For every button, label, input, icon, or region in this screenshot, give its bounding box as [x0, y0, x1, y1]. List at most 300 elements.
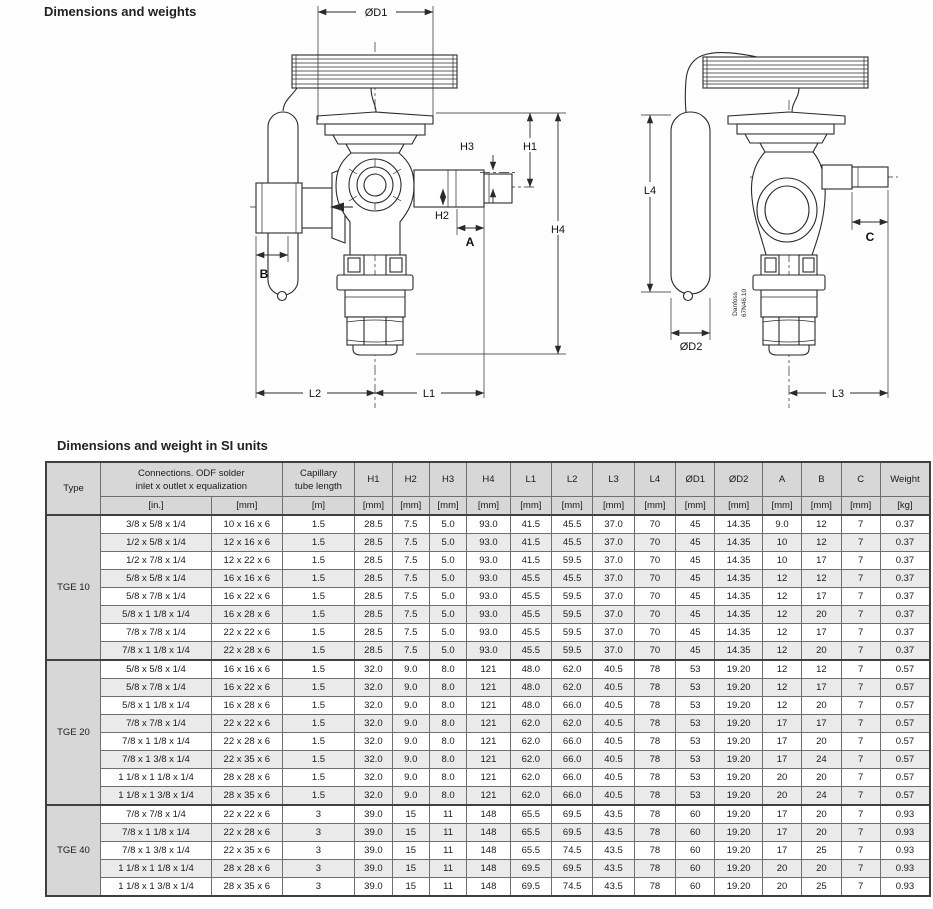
value-cell: 20	[802, 642, 841, 661]
value-cell: 24	[802, 751, 841, 769]
value-cell: 11	[429, 878, 466, 897]
value-cell: 11	[429, 860, 466, 878]
dim-header: ØD2	[715, 462, 762, 497]
value-cell: 45.5	[510, 624, 551, 642]
dim-header: B	[802, 462, 841, 497]
value-cell: 53	[676, 787, 715, 806]
value-cell: 40.5	[593, 679, 634, 697]
connection-mm-cell: 16 x 28 x 6	[211, 606, 282, 624]
value-cell: 7.5	[392, 606, 429, 624]
table-row	[46, 588, 930, 606]
value-cell: 19.20	[715, 769, 762, 787]
unit-header: [mm]	[211, 497, 282, 516]
value-cell: 7	[841, 805, 880, 824]
value-cell: 32.0	[355, 660, 392, 679]
value-cell: 7	[841, 824, 880, 842]
connection-in-cell: 5/8 x 1 1/8 x 1/4	[100, 606, 211, 624]
value-cell: 70	[634, 588, 675, 606]
value-cell: 19.20	[715, 697, 762, 715]
power-element-side	[728, 112, 845, 152]
value-cell: 37.0	[593, 642, 634, 661]
value-cell: 39.0	[355, 824, 392, 842]
value-cell: 39.0	[355, 842, 392, 860]
value-cell: 0.37	[880, 570, 930, 588]
value-cell: 69.5	[552, 824, 593, 842]
value-cell: 69.5	[552, 805, 593, 824]
value-cell: 59.5	[552, 588, 593, 606]
value-cell: 93.0	[467, 515, 510, 534]
value-cell: 0.93	[880, 860, 930, 878]
dim-header: L1	[510, 462, 551, 497]
unit-header: [mm]	[593, 497, 634, 516]
value-cell: 8.0	[429, 715, 466, 733]
value-cell: 45.5	[552, 570, 593, 588]
value-cell: 65.5	[510, 824, 551, 842]
value-cell: 17	[802, 624, 841, 642]
dimension-label-l3: L3	[831, 388, 845, 400]
value-cell: 19.20	[715, 715, 762, 733]
value-cell: 0.37	[880, 534, 930, 552]
value-cell: 65.5	[510, 842, 551, 860]
value-cell: 53	[676, 733, 715, 751]
value-cell: 48.0	[510, 660, 551, 679]
value-cell: 69.5	[510, 878, 551, 897]
value-cell: 12	[802, 515, 841, 534]
table-row	[46, 860, 930, 878]
connections-header-line1: Connections. ODF solder	[137, 467, 245, 479]
value-cell: 7	[841, 860, 880, 878]
capillary-cell: 1.5	[282, 570, 355, 588]
value-cell: 9.0	[392, 697, 429, 715]
value-cell: 20	[802, 860, 841, 878]
value-cell: 78	[634, 769, 675, 787]
connection-mm-cell: 12 x 16 x 6	[211, 534, 282, 552]
capillary-header	[282, 462, 355, 497]
valve-side-drawing	[638, 53, 898, 408]
capillary-header-line1: Capillary	[299, 467, 337, 479]
table-row	[46, 715, 930, 733]
dim-header: C	[841, 462, 880, 497]
unit-header: [mm]	[510, 497, 551, 516]
value-cell: 66.0	[552, 751, 593, 769]
value-cell: 148	[467, 824, 510, 842]
value-cell: 19.20	[715, 679, 762, 697]
outlet-connection	[414, 170, 512, 207]
type-header: Type	[46, 462, 100, 515]
value-cell: 9.0	[392, 715, 429, 733]
table-row	[46, 534, 930, 552]
value-cell: 12	[762, 679, 801, 697]
value-cell: 45.5	[510, 570, 551, 588]
value-cell: 7.5	[392, 624, 429, 642]
value-cell: 7	[841, 878, 880, 897]
value-cell: 37.0	[593, 570, 634, 588]
value-cell: 121	[467, 660, 510, 679]
connection-mm-cell: 16 x 28 x 6	[211, 697, 282, 715]
value-cell: 40.5	[593, 697, 634, 715]
value-cell: 41.5	[510, 515, 551, 534]
connection-in-cell: 7/8 x 1 1/8 x 1/4	[100, 824, 211, 842]
value-cell: 45	[676, 534, 715, 552]
value-cell: 0.57	[880, 697, 930, 715]
value-cell: 53	[676, 715, 715, 733]
value-cell: 7	[841, 552, 880, 570]
value-cell: 10	[762, 534, 801, 552]
table-row	[46, 697, 930, 715]
value-cell: 148	[467, 860, 510, 878]
unit-header: [in.]	[100, 497, 211, 516]
table-row	[46, 660, 930, 679]
dimension-label-a: A	[465, 235, 475, 249]
value-cell: 59.5	[552, 552, 593, 570]
value-cell: 7	[841, 588, 880, 606]
connections-header	[100, 462, 282, 497]
value-cell: 121	[467, 697, 510, 715]
value-cell: 5.0	[429, 606, 466, 624]
capillary-cell: 1.5	[282, 588, 355, 606]
value-cell: 78	[634, 697, 675, 715]
connection-mm-cell: 22 x 35 x 6	[211, 751, 282, 769]
value-cell: 62.0	[510, 769, 551, 787]
value-cell: 41.5	[510, 534, 551, 552]
unit-header: [mm]	[676, 497, 715, 516]
value-cell: 0.37	[880, 552, 930, 570]
value-cell: 45	[676, 588, 715, 606]
value-cell: 28.5	[355, 515, 392, 534]
value-cell: 20	[802, 733, 841, 751]
connection-in-cell: 1 1/8 x 1 1/8 x 1/4	[100, 769, 211, 787]
value-cell: 7	[841, 624, 880, 642]
capillary-cell: 1.5	[282, 715, 355, 733]
capillary-cell: 1.5	[282, 624, 355, 642]
value-cell: 15	[392, 805, 429, 824]
value-cell: 14.35	[715, 552, 762, 570]
value-cell: 74.5	[552, 842, 593, 860]
valve-front-drawing	[250, 4, 572, 408]
connection-mm-cell: 28 x 35 x 6	[211, 878, 282, 897]
value-cell: 78	[634, 660, 675, 679]
value-cell: 17	[762, 733, 801, 751]
value-cell: 11	[429, 842, 466, 860]
value-cell: 65.5	[510, 805, 551, 824]
value-cell: 8.0	[429, 733, 466, 751]
value-cell: 43.5	[593, 842, 634, 860]
value-cell: 78	[634, 715, 675, 733]
value-cell: 19.20	[715, 660, 762, 679]
value-cell: 32.0	[355, 697, 392, 715]
connection-mm-cell: 10 x 16 x 6	[211, 515, 282, 534]
table-row	[46, 878, 930, 897]
value-cell: 20	[762, 787, 801, 806]
value-cell: 45	[676, 570, 715, 588]
connection-mm-cell: 12 x 22 x 6	[211, 552, 282, 570]
value-cell: 11	[429, 824, 466, 842]
value-cell: 25	[802, 842, 841, 860]
connection-in-cell: 3/8 x 5/8 x 1/4	[100, 515, 211, 534]
value-cell: 45.5	[510, 642, 551, 661]
value-cell: 7	[841, 679, 880, 697]
capillary-cell: 1.5	[282, 660, 355, 679]
capillary-cell: 1.5	[282, 642, 355, 661]
value-cell: 12	[802, 570, 841, 588]
value-cell: 7	[841, 697, 880, 715]
value-cell: 45	[676, 515, 715, 534]
value-cell: 37.0	[593, 588, 634, 606]
value-cell: 70	[634, 642, 675, 661]
value-cell: 70	[634, 570, 675, 588]
type-cell: TGE 10	[46, 515, 100, 660]
value-cell: 20	[762, 860, 801, 878]
value-cell: 15	[392, 824, 429, 842]
page-title: Dimensions and weights	[44, 4, 197, 19]
value-cell: 9.0	[392, 733, 429, 751]
value-cell: 7	[841, 787, 880, 806]
dimension-label-l4: L4	[643, 185, 657, 197]
value-cell: 45	[676, 606, 715, 624]
value-cell: 20	[802, 805, 841, 824]
value-cell: 62.0	[552, 660, 593, 679]
value-cell: 70	[634, 552, 675, 570]
value-cell: 148	[467, 842, 510, 860]
dim-header: H1	[355, 462, 392, 497]
value-cell: 8.0	[429, 679, 466, 697]
dim-header: L3	[593, 462, 634, 497]
value-cell: 9.0	[392, 660, 429, 679]
value-cell: 37.0	[593, 606, 634, 624]
value-cell: 0.57	[880, 660, 930, 679]
dim-header: H3	[429, 462, 466, 497]
value-cell: 7.5	[392, 534, 429, 552]
value-cell: 17	[762, 805, 801, 824]
capillary-cell: 1.5	[282, 679, 355, 697]
value-cell: 15	[392, 842, 429, 860]
value-cell: 0.37	[880, 642, 930, 661]
value-cell: 7	[841, 570, 880, 588]
valve-drawings	[0, 0, 933, 440]
dimension-label-l2: L2	[308, 388, 322, 400]
connection-in-cell: 1/2 x 7/8 x 1/4	[100, 552, 211, 570]
connection-in-cell: 5/8 x 1 1/8 x 1/4	[100, 697, 211, 715]
value-cell: 39.0	[355, 860, 392, 878]
value-cell: 93.0	[467, 552, 510, 570]
value-cell: 78	[634, 805, 675, 824]
table-row	[46, 606, 930, 624]
value-cell: 53	[676, 679, 715, 697]
value-cell: 0.57	[880, 679, 930, 697]
unit-header: [mm]	[634, 497, 675, 516]
capillary-cell: 1.5	[282, 515, 355, 534]
value-cell: 70	[634, 606, 675, 624]
dimension-label-h4: H4	[550, 224, 566, 236]
value-cell: 69.5	[510, 860, 551, 878]
connection-in-cell: 7/8 x 1 1/8 x 1/4	[100, 642, 211, 661]
dim-header: L4	[634, 462, 675, 497]
value-cell: 7	[841, 515, 880, 534]
value-cell: 7	[841, 534, 880, 552]
value-cell: 41.5	[510, 552, 551, 570]
value-cell: 28.5	[355, 552, 392, 570]
si-units-title: Dimensions and weight in SI units	[57, 438, 268, 453]
value-cell: 28.5	[355, 642, 392, 661]
capillary-cell: 1.5	[282, 769, 355, 787]
value-cell: 40.5	[593, 715, 634, 733]
capillary-coil-front	[292, 55, 457, 88]
value-cell: 40.5	[593, 733, 634, 751]
value-cell: 121	[467, 787, 510, 806]
value-cell: 43.5	[593, 860, 634, 878]
value-cell: 19.20	[715, 878, 762, 897]
value-cell: 39.0	[355, 878, 392, 897]
weight-header: Weight	[880, 462, 930, 497]
value-cell: 20	[762, 769, 801, 787]
value-cell: 45	[676, 642, 715, 661]
value-cell: 0.57	[880, 715, 930, 733]
value-cell: 62.0	[510, 733, 551, 751]
value-cell: 40.5	[593, 769, 634, 787]
connection-in-cell: 7/8 x 7/8 x 1/4	[100, 805, 211, 824]
value-cell: 93.0	[467, 588, 510, 606]
value-cell: 19.20	[715, 787, 762, 806]
unit-header: [mm]	[392, 497, 429, 516]
value-cell: 8.0	[429, 697, 466, 715]
value-cell: 9.0	[392, 787, 429, 806]
value-cell: 19.20	[715, 824, 762, 842]
value-cell: 9.0	[392, 769, 429, 787]
value-cell: 8.0	[429, 787, 466, 806]
value-cell: 17	[762, 751, 801, 769]
connection-in-cell: 5/8 x 7/8 x 1/4	[100, 588, 211, 606]
value-cell: 17	[802, 715, 841, 733]
value-cell: 11	[429, 805, 466, 824]
value-cell: 15	[392, 878, 429, 897]
value-cell: 0.93	[880, 805, 930, 824]
connection-in-cell: 1 1/8 x 1 3/8 x 1/4	[100, 787, 211, 806]
value-cell: 7.5	[392, 570, 429, 588]
value-cell: 20	[802, 769, 841, 787]
value-cell: 5.0	[429, 534, 466, 552]
value-cell: 10	[762, 552, 801, 570]
connection-mm-cell: 28 x 35 x 6	[211, 787, 282, 806]
connection-mm-cell: 16 x 22 x 6	[211, 679, 282, 697]
value-cell: 12	[802, 534, 841, 552]
unit-header: [mm]	[802, 497, 841, 516]
table-row	[46, 570, 930, 588]
capillary-cell: 1.5	[282, 751, 355, 769]
dimension-label-h1: H1	[522, 141, 538, 153]
value-cell: 78	[634, 878, 675, 897]
capillary-cell: 3	[282, 860, 355, 878]
value-cell: 0.57	[880, 751, 930, 769]
value-cell: 37.0	[593, 624, 634, 642]
value-cell: 7.5	[392, 588, 429, 606]
value-cell: 121	[467, 769, 510, 787]
value-cell: 40.5	[593, 751, 634, 769]
table-row	[46, 733, 930, 751]
table-header-row	[46, 462, 930, 497]
value-cell: 148	[467, 878, 510, 897]
value-cell: 78	[634, 679, 675, 697]
value-cell: 0.37	[880, 606, 930, 624]
value-cell: 40.5	[593, 787, 634, 806]
value-cell: 45.5	[552, 534, 593, 552]
value-cell: 14.35	[715, 570, 762, 588]
value-cell: 53	[676, 769, 715, 787]
value-cell: 14.35	[715, 624, 762, 642]
dim-header: H2	[392, 462, 429, 497]
value-cell: 78	[634, 751, 675, 769]
value-cell: 66.0	[552, 769, 593, 787]
value-cell: 7	[841, 715, 880, 733]
value-cell: 60	[676, 805, 715, 824]
value-cell: 8.0	[429, 769, 466, 787]
value-cell: 0.37	[880, 624, 930, 642]
unit-header: [m]	[282, 497, 355, 516]
value-cell: 7	[841, 842, 880, 860]
value-cell: 9.0	[392, 751, 429, 769]
value-cell: 14.35	[715, 588, 762, 606]
value-cell: 32.0	[355, 733, 392, 751]
value-cell: 62.0	[510, 715, 551, 733]
value-cell: 48.0	[510, 697, 551, 715]
table-row	[46, 769, 930, 787]
value-cell: 7	[841, 660, 880, 679]
capillary-header-line2: tube length	[294, 480, 342, 492]
value-cell: 14.35	[715, 515, 762, 534]
value-cell: 93.0	[467, 642, 510, 661]
value-cell: 121	[467, 751, 510, 769]
equalization-connection	[822, 165, 888, 189]
value-cell: 37.0	[593, 534, 634, 552]
value-cell: 39.0	[355, 805, 392, 824]
value-cell: 59.5	[552, 624, 593, 642]
value-cell: 12	[762, 606, 801, 624]
body-side-circle	[757, 178, 817, 242]
value-cell: 17	[802, 679, 841, 697]
value-cell: 9.0	[392, 679, 429, 697]
value-cell: 12	[762, 660, 801, 679]
value-cell: 28.5	[355, 606, 392, 624]
value-cell: 93.0	[467, 624, 510, 642]
unit-header: [mm]	[429, 497, 466, 516]
value-cell: 20	[802, 606, 841, 624]
table-row	[46, 824, 930, 842]
dim-header: H4	[467, 462, 510, 497]
value-cell: 19.20	[715, 805, 762, 824]
value-cell: 0.93	[880, 842, 930, 860]
value-cell: 62.0	[510, 751, 551, 769]
value-cell: 70	[634, 534, 675, 552]
orifice-boss	[349, 159, 401, 211]
connections-header-line2: inlet x outlet x equalization	[135, 480, 248, 492]
value-cell: 121	[467, 715, 510, 733]
dimension-label-h3: H3	[459, 141, 474, 153]
flare-outlet-side	[753, 255, 825, 355]
value-cell: 70	[634, 624, 675, 642]
capillary-cell: 1.5	[282, 787, 355, 806]
dim-header: L2	[552, 462, 593, 497]
value-cell: 17	[762, 824, 801, 842]
value-cell: 53	[676, 660, 715, 679]
value-cell: 24	[802, 787, 841, 806]
table-row	[46, 515, 930, 534]
connection-in-cell: 5/8 x 5/8 x 1/4	[100, 570, 211, 588]
units-row	[46, 497, 930, 516]
capillary-cell: 3	[282, 878, 355, 897]
value-cell: 78	[634, 860, 675, 878]
power-element-front	[317, 112, 433, 153]
value-cell: 7	[841, 606, 880, 624]
value-cell: 60	[676, 860, 715, 878]
